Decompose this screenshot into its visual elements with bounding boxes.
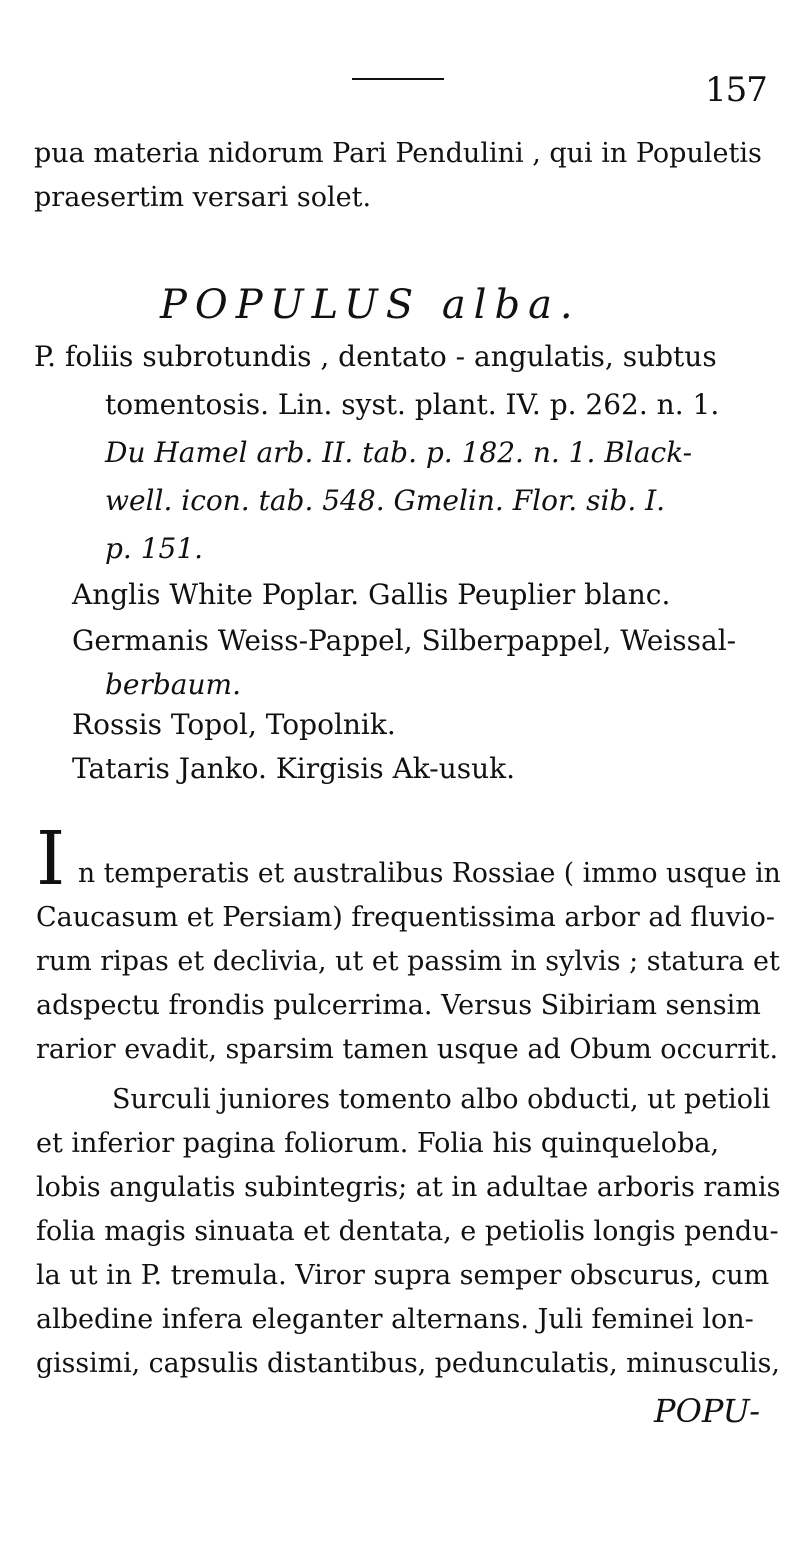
- drop-cap: I: [36, 816, 66, 902]
- paragraph1-line-2: Caucasum et Persiam) frequentissima arbor ad fluvio-: [36, 902, 776, 933]
- paragraph2-line-3: lobis angulatis subintegris; at in adultae arboris ramis: [36, 1172, 781, 1203]
- paragraph1-line-1: n temperatis et australibus Rossiae ( immo usque in: [78, 858, 781, 889]
- paragraph1-line-5: rarior evadit, sparsim tamen usque ad Obum occurrit.: [36, 1034, 779, 1065]
- vernacular-russian: Rossis Topol, Topolnik.: [72, 708, 396, 741]
- paragraph2-line-4: folia magis sinuata et dentata, e petiolis longis pendu-: [36, 1216, 779, 1247]
- paragraph2-line-5: la ut in P. tremula. Viror supra semper obscurus, cum: [36, 1260, 770, 1291]
- paragraph1-line-3: rum ripas et declivia, ut et passim in sylvis ; statura et: [36, 946, 780, 977]
- carry-over-line-2: praesertim versari solet.: [34, 182, 372, 213]
- paragraph2-line-1: Surculi juniores tomento albo obducti, ut petioli: [112, 1084, 771, 1115]
- vernacular-english-french: Anglis White Poplar. Gallis Peuplier blanc.: [72, 578, 671, 611]
- diagnosis-line-3: Du Hamel arb. II. tab. p. 182. n. 1. Black-: [105, 436, 693, 469]
- page-number: 157: [705, 70, 767, 110]
- paragraph2-line-2: et inferior pagina foliorum. Folia his quinqueloba,: [36, 1128, 720, 1159]
- paragraph1-line-4: adspectu frondis pulcerrima. Versus Sibiriam sensim: [36, 990, 761, 1021]
- diagnosis-line-4: well. icon. tab. 548. Gmelin. Flor. sib. I.: [105, 484, 666, 517]
- diagnosis-line-5: p. 151.: [105, 532, 204, 565]
- vernacular-tatar-kirgiz: Tataris Janko. Kirgisis Ak-usuk.: [72, 752, 516, 785]
- diagnosis-line-1: P. foliis subrotundis , dentato - angulatis, subtus: [34, 340, 717, 373]
- catchword: POPU-: [654, 1392, 760, 1430]
- paragraph2-line-7: gissimi, capsulis distantibus, pedunculatis, minusculis,: [36, 1348, 780, 1379]
- species-heading: POPULUS alba.: [160, 282, 581, 328]
- paragraph2-line-6: albedine infera eleganter alternans. Juli feminei lon-: [36, 1304, 754, 1335]
- diagnosis-line-2: tomentosis. Lin. syst. plant. IV. p. 262. n. 1.: [105, 388, 720, 421]
- vernacular-german-cont: berbaum.: [105, 668, 241, 701]
- header-rule: [352, 78, 444, 80]
- carry-over-line-1: pua materia nidorum Pari Pendulini , qui in Populetis: [34, 138, 762, 169]
- vernacular-german: Germanis Weiss-Pappel, Silberpappel, Weissal-: [72, 624, 737, 657]
